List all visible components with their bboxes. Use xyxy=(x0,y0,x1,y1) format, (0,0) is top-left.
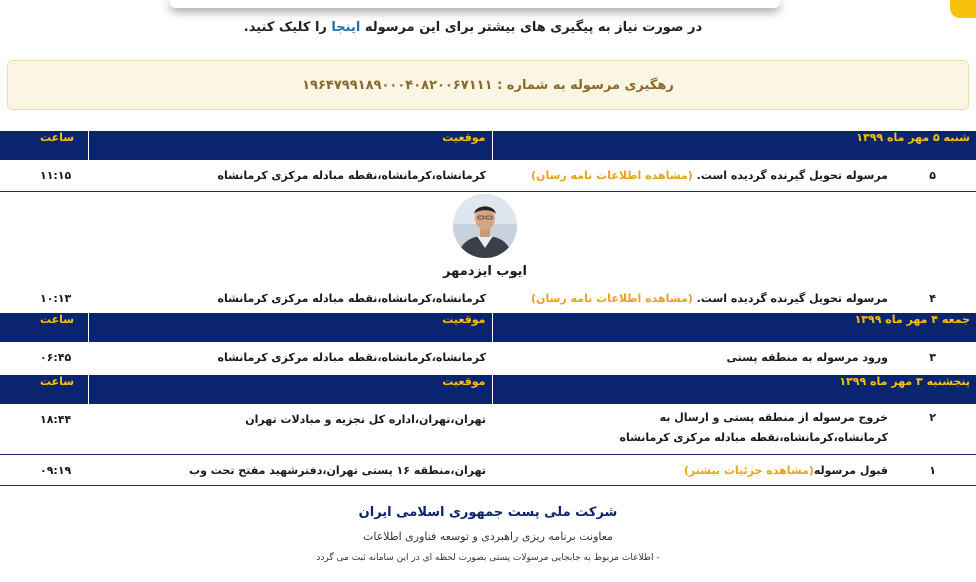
table-header-row xyxy=(0,131,976,160)
date-header: جمعه ۴ مهر ماه ۱۳۹۹ xyxy=(492,313,976,342)
event-number: ۵ xyxy=(929,169,936,182)
date-header: پنجشنبه ۳ مهر ماه ۱۳۹۹ xyxy=(492,375,976,404)
table-row xyxy=(0,283,976,313)
table-row xyxy=(0,160,976,191)
courier-photo-icon xyxy=(453,194,517,258)
location-header: موقعیت xyxy=(88,313,492,342)
event-description xyxy=(492,283,976,313)
followup-link[interactable]: اینجا xyxy=(331,20,361,35)
date-header: شنبه ۵ مهر ماه ۱۳۹۹ xyxy=(492,131,976,160)
event-location: کرمانشاه،کرمانشاه،نقطه مبادله مرکزی کرمانشاه xyxy=(217,351,486,364)
courier-info-link[interactable]: (مشاهده اطلاعات نامه رسان) xyxy=(531,169,693,182)
courier-avatar xyxy=(453,194,517,258)
event-description xyxy=(492,404,976,455)
event-location: کرمانشاه،کرمانشاه،نقطه مبادله مرکزی کرمانشاه xyxy=(88,160,492,191)
event-time: ۰۹:۱۹ xyxy=(0,455,88,486)
footer-note: - اطلاعات مربوط به جابجایی مرسولات پستی بصورت لحظه ای در این سامانه ثبت می گردد xyxy=(316,553,660,563)
location-header: موقعیت xyxy=(88,375,492,404)
event-text: مرسوله تحویل گیرنده گردیده است. xyxy=(696,169,888,182)
notice-text-after: را کلیک کنید. xyxy=(243,20,332,35)
event-text: قبول مرسوله xyxy=(813,464,888,477)
tracking-number-label: رهگیری مرسوله به شماره : ۱۹۶۴۷۹۹۱۸۹۰۰۰۴۰۸۲۰۰۶۷۱۱۱ xyxy=(302,77,674,93)
top-card-shadow xyxy=(170,0,780,8)
tracking-table-group-1b xyxy=(0,283,976,313)
footer-company: شرکت ملی پست جمهوری اسلامی ایران xyxy=(358,505,618,520)
corner-badge xyxy=(950,0,976,18)
footer-department: معاونت برنامه ریزی راهبردی و توسعه فناوری اطلاعات xyxy=(363,530,613,543)
event-time: ۰۶:۴۵ xyxy=(40,351,72,364)
event-description xyxy=(492,455,976,486)
event-time: ۱۱:۱۵ xyxy=(0,160,88,191)
event-description xyxy=(492,342,976,373)
time-header: ساعت xyxy=(0,131,88,160)
notice-text-before: در صورت نیاز به پیگیری های بیشتر برای این مرسوله xyxy=(360,20,703,35)
tracking-table-group-2 xyxy=(0,313,976,373)
event-text: خروج مرسوله از منطقه پستی و ارسال به کرمانشاه،کرمانشاه،نقطه مبادله مرکزی کرمانشاه xyxy=(619,411,888,444)
table-row xyxy=(0,404,976,455)
table-header-row xyxy=(0,313,976,342)
event-location: تهران،تهران،اداره کل تجزیه و مبادلات تهران xyxy=(88,404,492,455)
event-text: مرسوله تحویل گیرنده گردیده است. xyxy=(696,292,888,305)
event-time: ۱۸:۴۴ xyxy=(0,404,88,455)
event-time: ۱۰:۱۳ xyxy=(40,292,72,305)
courier-info-link[interactable]: (مشاهده اطلاعات نامه رسان) xyxy=(531,292,693,305)
event-number: ۲ xyxy=(929,411,936,424)
followup-notice xyxy=(0,20,976,35)
table-row xyxy=(0,455,976,486)
more-details-link[interactable]: (مشاهده جزئیات بیشتر) xyxy=(683,464,814,477)
event-number: ۱ xyxy=(929,464,936,477)
event-number: ۳ xyxy=(929,351,936,364)
time-header: ساعت xyxy=(0,313,88,342)
tracking-number-box xyxy=(7,60,969,110)
courier-profile xyxy=(0,192,970,288)
event-number: ۴ xyxy=(929,292,936,305)
courier-name: ایوب ایزدمهر xyxy=(443,264,527,279)
time-header: ساعت xyxy=(0,375,88,404)
event-text: ورود مرسوله به منطقه پستی xyxy=(726,351,888,364)
page-footer xyxy=(0,505,976,563)
table-row xyxy=(0,342,976,373)
event-description xyxy=(492,160,976,191)
event-location: کرمانشاه،کرمانشاه،نقطه مبادله مرکزی کرمانشاه xyxy=(217,292,486,305)
location-header: موقعیت xyxy=(88,131,492,160)
tracking-table-group-3 xyxy=(0,375,976,486)
event-location: تهران،منطقه ۱۶ پستی تهران،دفترشهید مفتح تحت وب xyxy=(88,455,492,486)
tracking-table-group-1 xyxy=(0,131,976,192)
table-header-row xyxy=(0,375,976,404)
